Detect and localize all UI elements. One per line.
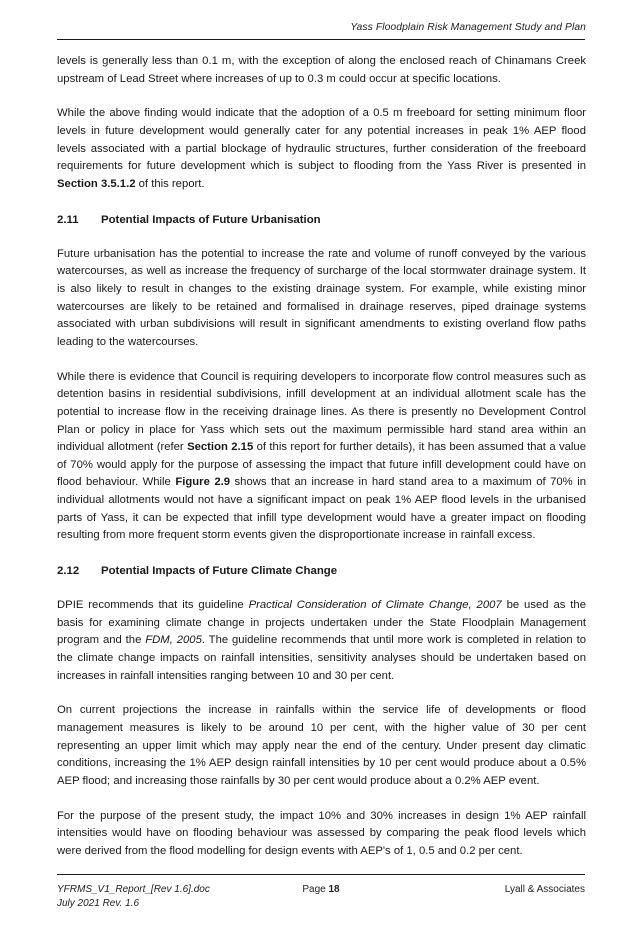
paragraph-freeboard bbox=[57, 105, 586, 193]
paragraph-text: . The guideline recommends that until more work is completed in relation to the climate change impacts on rainfall intensities, sensitivity analyses should be undertaken based on increases in rainfall intensities ranging between 10 and 30 per cent. bbox=[57, 634, 586, 682]
header-divider bbox=[57, 39, 585, 40]
footer-document-date: July 2021 Rev. 1.6 bbox=[57, 898, 140, 909]
section-title: Potential Impacts of Future Climate Change bbox=[101, 565, 338, 578]
paragraph-text: of this report. bbox=[135, 177, 205, 190]
section-number: 2.11 bbox=[57, 213, 79, 226]
running-header-title: Yass Floodplain Risk Management Study and Plan bbox=[350, 22, 586, 33]
paragraph-text: Future urbanisation has the potential to increase the rate and volume of runoff conveyed by the various watercourses, as well as increase the frequency of surcharge of the local stormwater drainage system. It is also likely to result in changes to the existing drainage system. For example, while existing minor watercourses are likely to be retained and formalised in drainage reserves, piped drainage systems associated with urban subdivisions will result in significant amendments to existing overland flow paths leading to the watercourses. bbox=[57, 247, 586, 348]
cross-reference-section-3-5-1-2[interactable]: Section 3.5.1.2 bbox=[57, 177, 136, 190]
footer-company: Lyall & Associates bbox=[504, 884, 585, 895]
paragraph-text: For the purpose of the present study, the impact 10% and 30% increases in design 1% AEP rainfall intensities would have on flooding behaviour was assessed by comparing the peak flood levels which were derived from the flood modelling for design events with AEP's of 1, 0.5 and 0.2 per cent. bbox=[57, 809, 586, 857]
page-body bbox=[57, 53, 586, 861]
paragraph-future-urbanisation bbox=[57, 246, 586, 352]
paragraph-blockage-levels bbox=[57, 53, 586, 88]
paragraph-text: shows that an increase in hard stand area to a maximum of 70% in individual allotments would not have a significant impact on peak 1% AEP flood levels in the urbanised parts of Yass, it can be expected that infill type development would have a greater impact on flooding resulting from more frequent storm events given the disproportionate increase in rainfall excess. bbox=[57, 476, 586, 542]
section-number: 2.12 bbox=[57, 565, 80, 578]
paragraph-text: of this report for further details), it has been assumed that a value of 70% would apply for the purpose of assessing the impact that future infill development could have on flood behaviour. While bbox=[57, 441, 586, 489]
paragraph-text: While the above finding would indicate that the adoption of a 0.5 m freeboard for setting minimum floor levels in future development would generally cater for any potential increases in peak 1% AEP flood levels associated with a partial blockage of hydraulic structures, further consideration of the freeboard requirements for future development which is subject to flooding from the Yass River is presented in bbox=[57, 107, 586, 173]
paragraph-present-study bbox=[57, 808, 586, 861]
footer-document-name: YFRMS_V1_Report_[Rev 1.6].doc bbox=[57, 884, 210, 895]
paragraph-text: be used as the basis for examining climate change in projects undertaken under the State Floodplain Management program and the bbox=[57, 599, 586, 647]
paragraph-infill-development bbox=[57, 369, 586, 546]
section-heading-2-11 bbox=[57, 212, 586, 229]
footer-divider bbox=[57, 874, 585, 875]
fdm-reference: FDM, 2005 bbox=[145, 634, 202, 647]
page-number: 18 bbox=[328, 884, 340, 895]
paragraph-rainfall-projections bbox=[57, 702, 586, 790]
paragraph-dpie-guideline bbox=[57, 597, 586, 685]
paragraph-text: DPIE recommends that its guideline bbox=[57, 599, 249, 612]
section-title: Potential Impacts of Future Urbanisation bbox=[101, 213, 321, 226]
paragraph-text: levels is generally less than 0.1 m, with the exception of along the enclosed reach of Chinamans Creek upstream of Lead Street where increases of up to 0.3 m could occur at specific locations. bbox=[57, 55, 586, 85]
paragraph-text: While there is evidence that Council is requiring developers to incorporate flow control measures such as detention basins in residential subdivisions, infill development at an individual allotment scale has the potential to increase flow in the receiving drainage lines. As there is presently no Development Control Plan or policy in place for Yass which sets out the maximum permissible hard stand area within an individual allotment (refer bbox=[57, 370, 586, 454]
paragraph-text: On current projections the increase in rainfalls within the service life of developments or flood management measures is likely to be around 10 per cent, with the higher value of 30 per cent representing an upper limit which may apply near the end of the century. Under present day climatic conditions, increasing the 1% AEP design rainfall intensities by 10 per cent would produce about a 0.5% AEP flood; and increasing those rainfalls by 30 per cent would produce about a 0.2% AEP event. bbox=[57, 704, 586, 787]
page-label: Page bbox=[302, 884, 329, 895]
guideline-title: Practical Consideration of Climate Change, 2007 bbox=[248, 599, 502, 612]
cross-reference-section-2-15[interactable]: Section 2.15 bbox=[187, 441, 254, 454]
section-heading-2-12 bbox=[57, 563, 586, 580]
cross-reference-figure-2-9[interactable]: Figure 2.9 bbox=[175, 476, 231, 489]
